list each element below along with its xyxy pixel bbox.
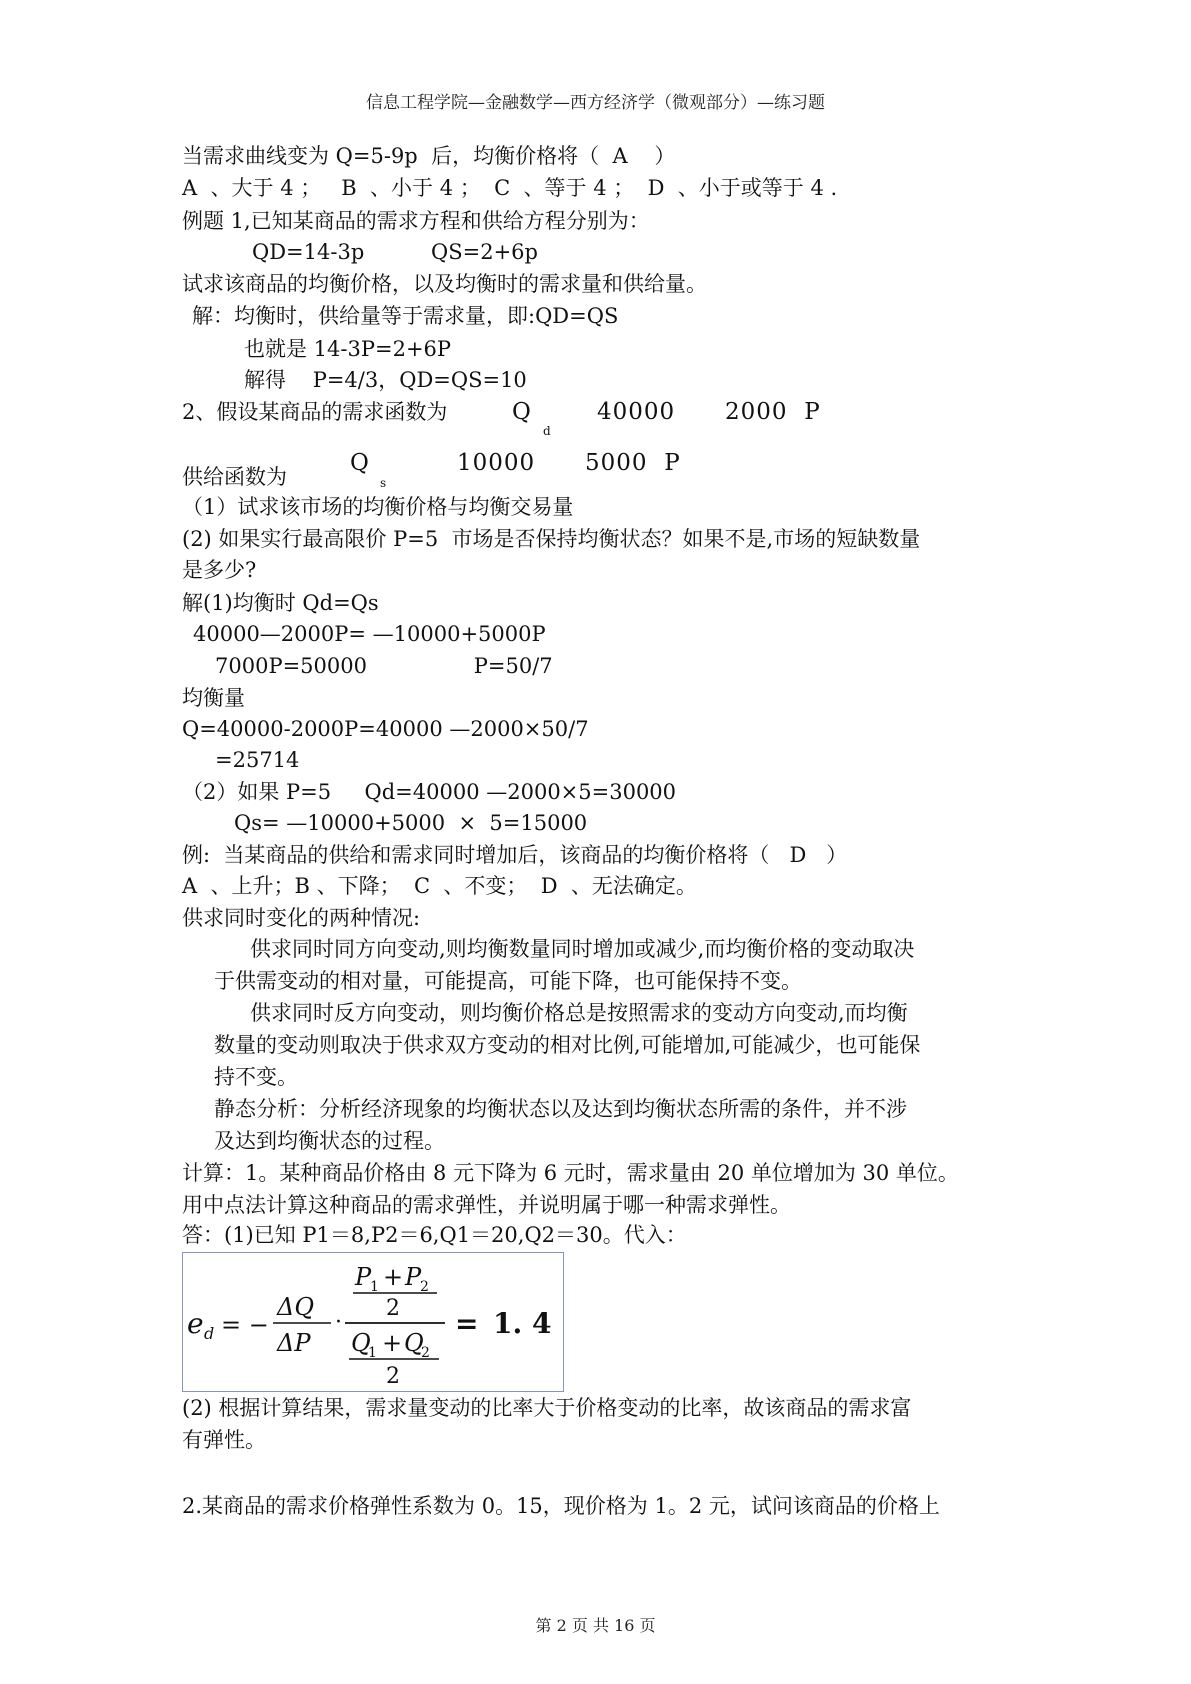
p1-symbol: P xyxy=(355,1263,372,1291)
line: 是多少? xyxy=(182,558,257,582)
line: 供求同时变化的两种情况: xyxy=(182,906,421,930)
line: (2) 根据计算结果，需求量变动的比率大于价格变动的比率，故该商品的需求富 xyxy=(182,1396,912,1420)
line: Q=40000-2000P=40000 —2000×50/7 xyxy=(182,717,589,741)
line: 均衡量 xyxy=(182,686,245,710)
line: A 、上升；B 、下降； C 、不变； D 、无法确定。 xyxy=(182,874,697,898)
line: =25714 xyxy=(215,748,300,772)
line: 例: 当某商品的供给和需求同时增加后，该商品的均衡价格将（ D ） xyxy=(182,843,848,867)
line: 也就是 14-3P=2+6P xyxy=(244,337,452,361)
line: (2) 如果实行最高限价 P=5 市场是否保持均衡状态？如果不是,市场的短缺数量 xyxy=(182,527,921,551)
line: 解：均衡时，供给量等于需求量，即:QD=QS xyxy=(192,304,619,328)
denominator-two: 2 xyxy=(386,1296,400,1321)
line: 例题 1,已知某商品的需求方程和供给方程分别为： xyxy=(182,209,650,233)
line: A 、大于 4 ； B 、小于 4 ； C 、等于 4 ； D 、小于或等于 4 . xyxy=(182,176,838,200)
plus-sign: + xyxy=(383,1263,404,1291)
p2-symbol: P xyxy=(405,1263,422,1291)
math-expression: 10000 5000 P xyxy=(457,450,681,476)
line: QD=14-3p QS=2+6p xyxy=(252,240,538,264)
line: 持不变。 xyxy=(214,1065,298,1089)
delta-p: ΔP xyxy=(277,1329,311,1357)
result-value: 1. 4 xyxy=(493,1307,552,1340)
ed-subscript: d xyxy=(204,1324,215,1343)
line: 及达到均衡状态的过程。 xyxy=(214,1129,445,1153)
line: 于供需变动的相对量，可能提高，可能下降，也可能保持不变。 xyxy=(214,969,802,993)
eq-minus-sign: = − xyxy=(221,1311,269,1339)
subscript: s xyxy=(380,476,387,490)
page-footer: 第 2 页 共 16 页 xyxy=(535,1616,656,1635)
line: 用中点法计算这种商品的需求弹性，并说明属于哪一种需求弹性。 xyxy=(182,1193,791,1217)
q2-subscript: 2 xyxy=(421,1345,430,1361)
q1-symbol: Q xyxy=(351,1329,371,1357)
line: 试求该商品的均衡价格，以及均衡时的需求量和供给量。 xyxy=(182,272,707,296)
dot-operator: · xyxy=(335,1310,342,1335)
page-header: 信息工程学院—金融数学—西方经济学（微观部分）—练习题 xyxy=(366,93,825,113)
line: 7000P=50000 P=50/7 xyxy=(215,654,553,678)
line: （2）如果 P=5 Qd=40000 —2000×5=30000 xyxy=(182,780,677,804)
subscript: d xyxy=(543,424,551,438)
q1-subscript: 1 xyxy=(368,1345,377,1361)
line: （1）试求该市场的均衡价格与均衡交易量 xyxy=(182,495,574,519)
ed-symbol: e xyxy=(187,1307,204,1340)
line: 2、假设某商品的需求函数为 xyxy=(182,400,448,424)
math-symbol: Q xyxy=(350,450,370,476)
equals-sign: = xyxy=(455,1307,479,1340)
p2-subscript: 2 xyxy=(420,1279,429,1295)
line: 数量的变动则取决于供求双方变动的相对比例,可能增加,可能减少，也可能保 xyxy=(214,1033,921,1057)
math-symbol: Q xyxy=(512,399,532,425)
line: 供求同时反方向变动，则均衡价格总是按照需求的变动方向变动,而均衡 xyxy=(250,1001,908,1025)
math-expression: 40000 2000 P xyxy=(597,399,821,425)
line: Qs= —10000+5000 × 5=15000 xyxy=(234,811,588,835)
line: 答：(1)已知 P1＝8,P2＝6,Q1＝20,Q2＝30。代入： xyxy=(182,1223,687,1247)
plus-sign: + xyxy=(382,1329,403,1357)
line: 有弹性。 xyxy=(182,1428,266,1452)
delta-q: ΔQ xyxy=(277,1293,315,1321)
q2-symbol: Q xyxy=(404,1329,424,1357)
line: 当需求曲线变为 Q=5-9p 后，均衡价格将（ A ） xyxy=(182,144,676,168)
line: 40000—2000P= —10000+5000P xyxy=(193,622,546,646)
denominator-two: 2 xyxy=(386,1364,400,1389)
line: 解得 P=4/3，QD=QS=10 xyxy=(244,368,527,392)
line: 2.某商品的需求价格弹性系数为 0。15，现价格为 1。2 元，试问该商品的价格上 xyxy=(182,1494,940,1518)
line: 计算：1。某种商品价格由 8 元下降为 6 元时，需求量由 20 单位增加为 30 单位。 xyxy=(182,1161,959,1185)
line: 静态分析：分析经济现象的均衡状态以及达到均衡状态所需的条件，并不涉 xyxy=(214,1097,907,1121)
p1-subscript: 1 xyxy=(370,1279,379,1295)
elasticity-formula-image xyxy=(182,1252,564,1392)
line: 供给函数为 xyxy=(182,465,287,489)
line: 解(1)均衡时 Qd=Qs xyxy=(182,591,379,615)
line: 供求同时同方向变动,则均衡数量同时增加或减少,而均衡价格的变动取决 xyxy=(250,937,915,961)
